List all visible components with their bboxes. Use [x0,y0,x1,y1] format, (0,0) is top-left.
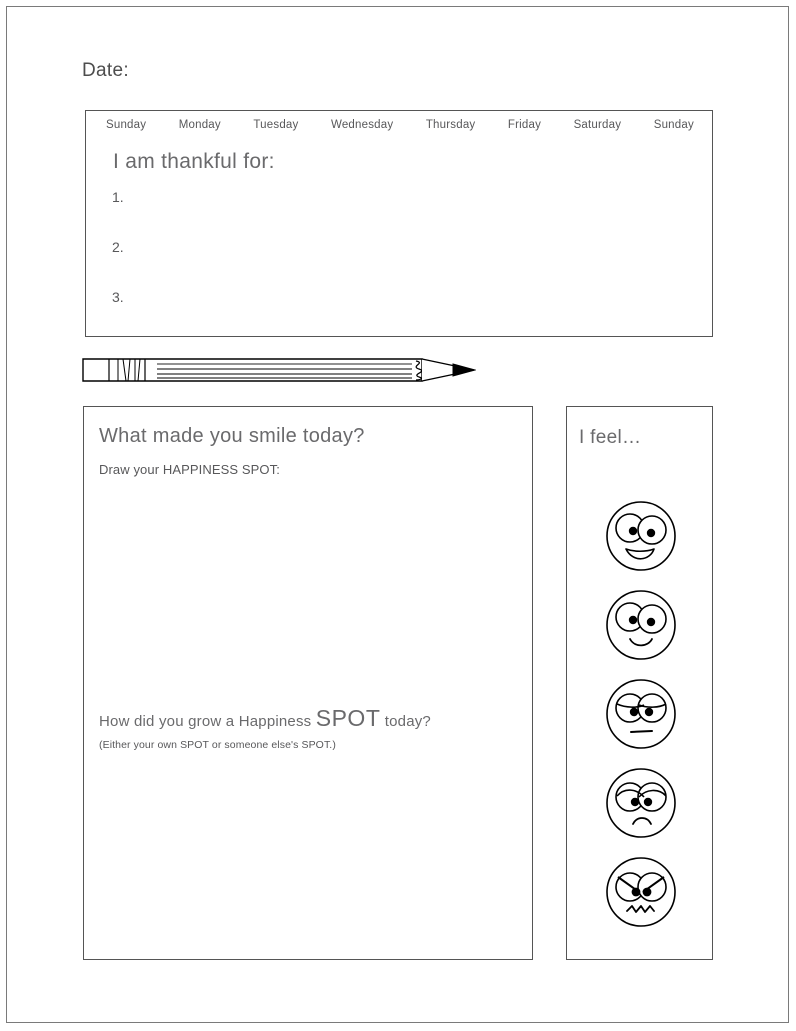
thankful-item-2: 2. [112,239,124,255]
grow-question-prefix: How did you grow a Happiness [99,713,316,730]
thankful-box [85,110,713,337]
thankful-item-3: 3. [112,289,124,305]
day-label-sunday-2: Sunday [653,119,694,131]
draw-prompt: Draw your HAPPINESS SPOT: [99,462,280,477]
face-very-happy[interactable] [567,491,714,580]
grow-question-spot: SPOT [315,705,381,731]
feel-box [566,406,713,960]
day-label-sunday-1: Sunday [106,119,147,131]
grow-note: (Either your own SPOT or someone else's SPOT.) [99,739,336,751]
days-of-week-row [86,119,714,131]
smile-question: What made you smile today? [99,425,365,447]
smile-box [83,406,533,960]
face-happy[interactable] [567,580,714,669]
date-label: Date: [82,60,129,81]
face-sad[interactable] [567,758,714,847]
day-label-tuesday: Tuesday [253,119,299,131]
day-label-saturday: Saturday [573,119,622,131]
day-label-thursday: Thursday [425,119,476,131]
grow-question [99,705,431,732]
thankful-item-1: 1. [112,189,124,205]
thankful-title: I am thankful for: [113,150,275,173]
mood-faces-list [567,491,714,936]
face-neutral[interactable] [567,669,714,758]
pencil-icon [82,354,476,386]
day-label-friday: Friday [507,119,542,131]
feel-title: I feel… [579,427,642,448]
drawing-area[interactable] [99,487,517,697]
face-angry[interactable] [567,847,714,936]
day-label-wednesday: Wednesday [330,119,394,131]
grow-question-suffix: today? [380,713,431,730]
day-label-monday: Monday [178,119,221,131]
